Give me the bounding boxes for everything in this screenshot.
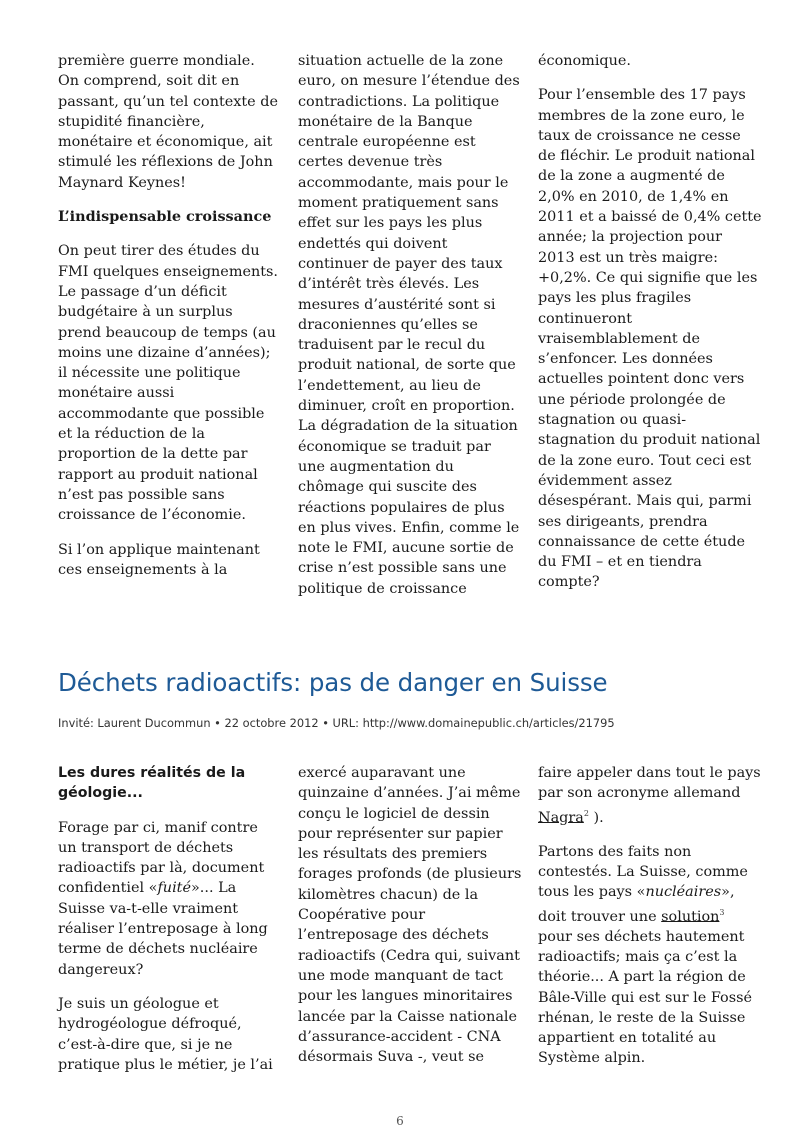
paragraph: situation actuelle de la zone euro, on mesure l’étendue des contradictions. La politique monétaire de la Banque centrale européenne est certes devenue très accommodante, mais pour le moment pratiquement sans effet sur les pays les plus endettés qui doivent continuer de payer des taux d’intérêt très élevés. Les mesures d’austérité sont si draconiennes qu’elles se traduisent par le recul du produit national, de sorte que l’endettement, au lieu de diminuer, croît en proportion. La dégradation de la situation économique se traduit par une augmentation du chômage qui suscite des réactions populaires de plus en plus vives. Enfin, comme le note le FMI, aucune sortie de crise n’est possible sans une politique de croissance xyxy=(298,53,520,597)
paragraph: Partons des faits non contestés. La Suisse, comme tous les pays «nucléaires», doit trouver une solution$^3$ pour ses déchets hautement radioactifs; mais ça c’est la théorie... A part la région de Bâle-Ville qui est sur le Fossé rhénan, le reste de la Suisse appartient en totalité au Système alpin. xyxy=(538,843,752,1067)
footnote-ref: 3 xyxy=(719,907,725,917)
article1-column-2 xyxy=(298,51,522,613)
article1-column-3 xyxy=(538,51,762,607)
paragraph: faire appeler dans tout le pays par son acronyme allemand Nagra$^2$ ). xyxy=(538,765,761,826)
paragraph: Forage par ci, manif contre un transport de déchets radioactifs par là, document confidentiel «fuité»... La Suisse va-t-elle vraiment réaliser l’entreposage à long terme de déchets nucléaire dangereux? xyxy=(58,819,268,978)
page-number: 6 xyxy=(396,1114,404,1128)
solution-link[interactable]: solution xyxy=(661,908,720,925)
paragraph: On peut tirer des études du FMI quelques enseignements. Le passage d’un déficit budgétaire à un surplus prend beaucoup de temps (au moins une dizaine d’années); il nécessite une politique monétaire aussi accommodante que possible et la réduction de la proportion de la dette par rapport au produit national n’est pas possible sans croissance de l’économie. xyxy=(58,243,278,524)
footnote-ref: 2 xyxy=(583,808,589,818)
section-subheading: L’indispensable croissance xyxy=(58,208,272,226)
paragraph: Je suis un géologue et hydrogéologue défroqué, c’est-à-dire que, si je ne pratique plus le métier, je l’ai xyxy=(58,995,273,1073)
article2-column-2 xyxy=(298,763,522,1081)
article-title: Déchets radioactifs: pas de danger en Suisse xyxy=(58,668,608,697)
article2-column-1 xyxy=(58,763,280,1089)
emphasis: nucléaires xyxy=(645,884,722,901)
paragraph: économique. xyxy=(538,53,631,69)
paragraph: Pour l’ensemble des 17 pays membres de la zone euro, le taux de croissance ne cesse de fléchir. Le produit national de la zone a augmenté de 2,0% en 2010, de 1,4% en 2011 et a baissé de 0,4% cette année; la projection pour 2013 est un très maigre: +0,2%. Ce qui signifie que les pays les plus fragiles continueront vraisemblablement de s’enfoncer. Les données actuelles pointent donc vers une période prolongée de stagnation ou quasi-stagnation du produit national de la zone euro. Tout ceci est évidemment assez désespérant. Mais qui, parmi ses dirigeants, prendra connaissance de cette étude du FMI – et en tiendra compte? xyxy=(538,87,762,591)
nagra-link[interactable]: Nagra xyxy=(538,809,584,826)
article-meta: Invité: Laurent Ducommun • 22 octobre 2012 • URL: http://www.domainepublic.ch/articles/21795 xyxy=(58,716,615,730)
section-subheading: Les dures réalités de la géologie... xyxy=(58,765,246,802)
paragraph: Si l’on applique maintenant ces enseignements à la xyxy=(58,541,260,578)
emphasis: fuité xyxy=(157,880,191,897)
paragraph: exercé auparavant une quinzaine d’années. J’ai même conçu le logiciel de dessin pour représenter sur papier les résultats des premiers forages profonds (de plusieurs kilomètres chacun) de la Coopérative pour l’entreposage des déchets radioactifs (Cedra qui, suivant une mode manquant de tact pour les langues minoritaires lancée par la Caisse nationale d’assurance-accident - CNA désormais Suva -, veut se xyxy=(298,765,522,1066)
article2-column-3 xyxy=(538,763,762,1083)
paragraph: première guerre mondiale. On comprend, soit dit en passant, qu’un tel contexte de stupidité financière, monétaire et économique, ait stimulé les réflexions de John Maynard Keynes! xyxy=(58,53,278,191)
article1-column-1 xyxy=(58,51,280,594)
